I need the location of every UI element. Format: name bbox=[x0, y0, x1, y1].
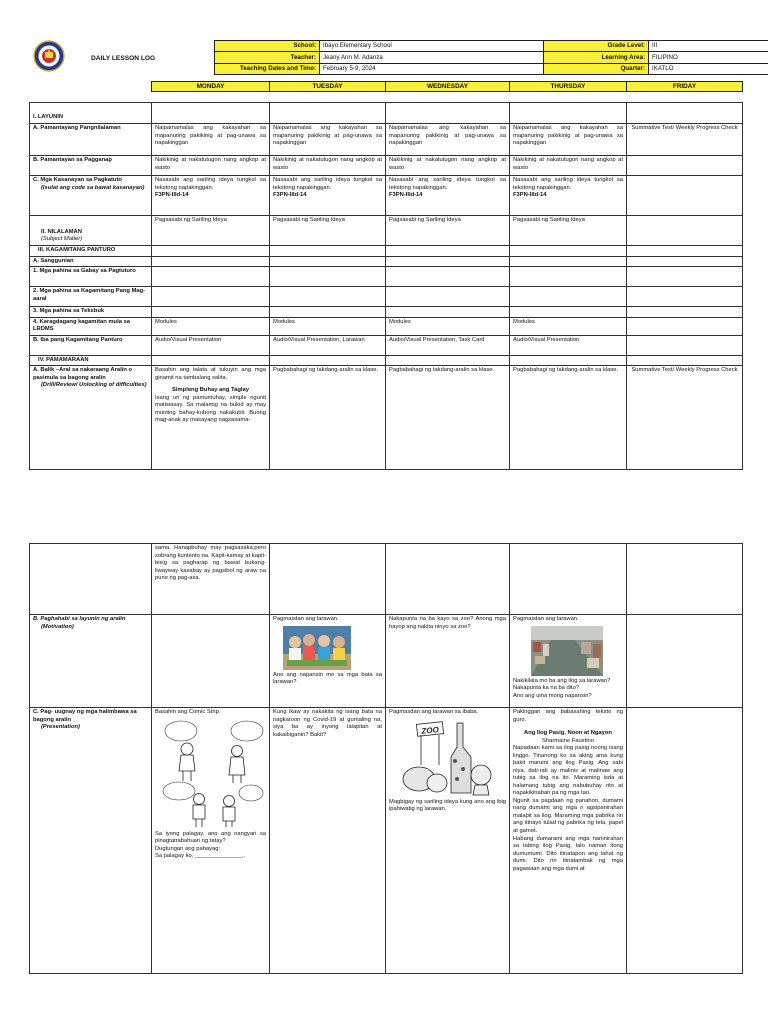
iba-wed: Audio/Visual Presentation, Task Card bbox=[386, 335, 510, 355]
day-wednesday: WEDNESDAY bbox=[386, 82, 510, 92]
grade-label: Grade Level: bbox=[544, 41, 649, 52]
balik-aral-tue: Pagbabahagi ng takdang-aralin sa klase. bbox=[270, 366, 386, 470]
nilalaman-title: II. NILALAMAN bbox=[41, 228, 82, 235]
gabay-label: 1. Mga pahina sa Gabay sa Pagtuturo bbox=[30, 267, 152, 287]
sanggunian-label: A. Sanggunian bbox=[30, 256, 152, 267]
deped-seal-logo bbox=[33, 40, 65, 72]
pamantayang-pangnilalaman-label: A. Pamantayang Pangnilalaman bbox=[30, 124, 152, 156]
pangnilalaman-mon: Naipamamalas ang kakayahan sa mapanuring pakikinig at pag-unawa sa napakinggan bbox=[152, 124, 270, 156]
kagamitang-pang-mag-aaral-label: 2. Mga pahina sa Kagamitang Pang Mag-aaral bbox=[30, 287, 152, 307]
paghahabi-tue bbox=[270, 615, 386, 708]
zoo-instruction: Pagmasdan ang larawan sa ibaba. bbox=[389, 709, 479, 715]
teacher-value: Jeany Ann M. Adanza bbox=[320, 52, 544, 63]
kasanayan-mon-text: Nasasabi ang sariling ideya tungkol sa tekstong napakinggan. bbox=[155, 177, 266, 191]
comic-question: Sa iyong palagay, ano ang nangyari sa pinagtatrabahuan ng tatay? bbox=[155, 830, 266, 845]
kasanayan-wed bbox=[386, 176, 510, 216]
pag-uugnay-mon bbox=[152, 708, 270, 974]
pag-uugnay-sub: (Presentation) bbox=[41, 724, 80, 731]
dates-label: Teaching Dates and Time: bbox=[215, 63, 320, 74]
balik-aral-label bbox=[30, 366, 152, 470]
pamantayan-pagganap-label: B. Pamantayan sa Pagganap bbox=[30, 156, 152, 176]
pagganap-thu: Nakikinig at nakatutugon nang angkop at wasto bbox=[510, 156, 627, 176]
balik-aral-wed: Pagbabahagi ng takdang-aralin sa klase. bbox=[386, 366, 510, 470]
paghahabi-sub: (Motivation) bbox=[41, 623, 74, 630]
grade-value: III bbox=[649, 41, 768, 52]
day-tuesday: TUESDAY bbox=[270, 82, 386, 92]
pagganap-wed: Nakikinig at nakatutugon nang angkop at wasto bbox=[386, 156, 510, 176]
story-title: Simpleng Buhay ang Taglay bbox=[172, 387, 249, 394]
kasanayan-sub: (Isulat ang code sa bawat kasanayan) bbox=[41, 184, 145, 191]
nilalaman-label bbox=[30, 216, 152, 246]
area-value: FILIPINO bbox=[649, 52, 768, 63]
nilalaman-sub: (Subject Matter) bbox=[41, 236, 83, 243]
teksbuk-label: 3. Mga pahina sa Teksbuk bbox=[30, 307, 152, 318]
kasanayan-tue bbox=[270, 176, 386, 216]
kasanayan-thu-text: Nasasabi ang sariling ideya tungkol sa tekstong napakinggan. bbox=[513, 177, 623, 191]
paghahabi-title: B. Paghahabi sa layunin ng aralin bbox=[33, 616, 126, 622]
quarter-label: Quarter: bbox=[544, 63, 649, 74]
kasanayan-mon bbox=[152, 176, 270, 216]
paghahabi-wed: Nakapunta na ba kayo sa zoo? Anong mga hayop ang nakita ninyo sa zoo? bbox=[386, 615, 510, 708]
paghahabi-label bbox=[30, 615, 152, 708]
kasanayan-mon-code: F3PN-IIId-14 bbox=[155, 192, 189, 199]
story-text: Isang uri ng pamumuhay, simple ngunit matiwasay. Sa malamig na bukid ay may munting bahay-kubong nakakubli. Buong mag-anak ay masayang nagsasama- bbox=[155, 394, 266, 424]
paghahabi-thu-q3: Ano ang uina mong napansin? bbox=[513, 692, 592, 699]
comic-palagay: Sa palagay ko, _______________. bbox=[155, 853, 245, 860]
kasanayan-tue-text: Nasasabi ang sariling ideya tungkol sa tekstong napakinggan. bbox=[273, 177, 382, 191]
balik-aral-thu: Pagbabahagi ng takdang-aralin sa klase. bbox=[510, 366, 627, 470]
lrdms-wed: Modules bbox=[386, 317, 510, 335]
dates-value: February 5-9, 2024 bbox=[320, 63, 544, 74]
iba-thu: Audio/Visual Presentation bbox=[510, 335, 627, 355]
lrdms-tue: Modules bbox=[270, 317, 386, 335]
kasanayan-title: C. Mga Kasanayan sa Pagkatuto bbox=[33, 177, 122, 183]
zoo-illustration bbox=[397, 717, 497, 797]
story-continued: sama. Hanapbuhay may pagsasaka,pero sobrang kuntento na. Kapit-kamay at kapit-bisig sa pagharap ng bawat bukang-liwayway kasabay ay pagsibol ng araw na puno ng pag-asa. bbox=[152, 544, 270, 615]
iba-tue: Audio/Visual Presentation, Larawan bbox=[270, 335, 386, 355]
pagganap-mon: Nakikinig at nakatutugon nang angkop at wasto bbox=[152, 156, 270, 176]
comic-strip bbox=[159, 719, 269, 829]
balik-aral-mon bbox=[152, 366, 270, 470]
pangnilalaman-wed: Naipamamalas ang kakayahan sa mapanuring pakikinig at pag-unawa sa napakinggan bbox=[386, 124, 510, 156]
pag-uugnay-wed bbox=[386, 708, 510, 974]
kasanayan-wed-code: F3PN-IIId-14 bbox=[389, 192, 423, 199]
iba-pang-kagamitan-label: B. Iba pang Kagamitang Panturo bbox=[30, 335, 152, 355]
pangnilalaman-tue: Naipamamalas ang kakayahan sa mapanuring pakikinig at pag-unawa sa napakinggan bbox=[270, 124, 386, 156]
ilog-pasig-p3: Habang dumarami ang mga naninirahan sa tabing ilog Pasig, lalo naman itong dumumumi. Dito itinatapon ang lahat ng dumi. Dito rin itinatambak ng mga pagawaan ang mga dumi at bbox=[513, 835, 623, 872]
balik-aral-title: A. Balik –Aral sa nakaraang Aralin o pasimula sa bagong aralin bbox=[33, 367, 133, 381]
zoo-question: Magbigay ng sariling ideya kung ano ang ibig ipahiwatig ng larawan. bbox=[389, 798, 506, 813]
lesson-grid-page1 bbox=[29, 102, 743, 470]
ilog-pasig-p2: Ngunit sa pagdaan ng panahon, dumami nang dumami ang mga n agsipanirahan malapit sa ilog. Maraming mga pabrika rin ang itinayo tulad ng pabrika ng tela, papel at gamot. bbox=[513, 797, 623, 834]
ilog-pasig-p1: Napadaan kami sa ilog pasig noong isang linggo. Tinanong ko sa aking ama kung bakit marumi ang ilog Pasig. Ang sabi niya, dati-rati ay malinis at malinaw ang tubig sa ilog na ito. Maraming isda at halamang tubig ang nabubuhay rito at napakikinaban pa ng mga tao. bbox=[513, 745, 623, 797]
balik-aral-fri: Summative Test/ Weekly Progress Check bbox=[627, 366, 743, 470]
kasanayan-thu-code: F3PN-IIId-14 bbox=[513, 192, 547, 199]
paghahabi-thu-q2: Nakapunta ka na ba dito? bbox=[513, 685, 580, 692]
pangnilalaman-thu: Naipamamalas ang kakayahan sa mapanuring pakikinig at pag-unawa sa napakinggan bbox=[510, 124, 627, 156]
nilalaman-tue: Pagsasabi ng Sariling Ideya bbox=[270, 216, 386, 246]
day-friday: FRIDAY bbox=[627, 82, 743, 92]
lesson-grid-page2 bbox=[29, 543, 743, 974]
pag-uugnay-title: C. Pag- uugnay ng mga halimbawa sa bagong aralin bbox=[33, 709, 137, 723]
kasanayan-label bbox=[30, 176, 152, 216]
balik-aral-sub: (Drill/Review/ Unlocking of difficulties) bbox=[41, 382, 147, 389]
kagamitan-heading: III. KAGAMITANG PANTURO bbox=[30, 246, 152, 257]
zoo-sign-text: ZOO bbox=[421, 724, 440, 736]
day-monday: MONDAY bbox=[152, 82, 270, 92]
teacher-label: Teacher: bbox=[215, 52, 320, 63]
school-value: Ibayo Elementary School bbox=[320, 41, 544, 52]
nilalaman-mon: Pagsasabi ng Sariling Ideya bbox=[152, 216, 270, 246]
lrdms-label: 4. Karagdagang kagamitan mula sa LRDMS bbox=[30, 317, 152, 335]
paghahabi-tue-instruction: Pagmasdan ang larawan. bbox=[273, 616, 339, 622]
area-label: Learning Area: bbox=[544, 52, 649, 63]
balik-mon-instruction: Basahin ang talata at tukuyin ang mga ginamit na tambalang salita. bbox=[155, 367, 266, 381]
pasig-river-photo bbox=[531, 626, 603, 676]
day-thursday: THURSDAY bbox=[510, 82, 627, 92]
ilog-pasig-title: Ang Ilog Pasig, Noon at Ngayon bbox=[524, 730, 612, 737]
school-label: School: bbox=[215, 41, 320, 52]
pamamaraan-heading: IV. PAMAMARAAN bbox=[30, 355, 152, 366]
pag-uugnay-tue: Kung ikaw ay nakakita ng isang bata na nagkaroon ng Covid-19 at gumaling na, siya ba ay inyong lalapitan at kakaibiganin? Bakit? bbox=[270, 708, 386, 974]
comic-dugtungan: Dugtungan ang pahayag: bbox=[155, 845, 221, 852]
document-title: DAILY LESSON LOG bbox=[91, 55, 156, 62]
comic-instruction: Basahin ang Comic Strip. bbox=[155, 709, 221, 715]
info-table bbox=[214, 40, 768, 75]
day-header-row bbox=[151, 81, 743, 92]
lrdms-thu: Modules bbox=[510, 317, 627, 335]
pag-uugnay-thu bbox=[510, 708, 627, 974]
pag-uugnay-label bbox=[30, 708, 152, 974]
paghahabi-thu-q1: Nakikilala mo ba ang ilog sa larawan? bbox=[513, 677, 611, 684]
pagganap-tue: Nakikinig at nakatutugon nang angkop at wasto bbox=[270, 156, 386, 176]
paghahabi-thu-instruction: Pagmasdan ang larawan. bbox=[513, 616, 579, 622]
children-photo bbox=[283, 626, 351, 670]
layunin-heading: I. LAYUNIN bbox=[30, 103, 152, 124]
nilalaman-wed: Pagsasabi ng Sariling Ideya bbox=[386, 216, 510, 246]
lrdms-mon: Modules bbox=[152, 317, 270, 335]
pangnilalaman-fri: Summative Test/ Weekly Progress Check bbox=[627, 124, 743, 156]
ilog-pasig-author: Sharmaine Faustino bbox=[542, 737, 594, 744]
paghahabi-tue-question: Ano ang napansin mo sa mga bata sa larawan? bbox=[273, 671, 382, 686]
kasanayan-thu bbox=[510, 176, 627, 216]
quarter-value: IKATLO bbox=[649, 63, 768, 74]
iba-mon: Audio/Visual Presentation bbox=[152, 335, 270, 355]
thu-instruction: Pakinggan ang babasahing teksto ng guro. bbox=[513, 709, 623, 723]
paghahabi-thu bbox=[510, 615, 627, 708]
nilalaman-thu: Pagsasabi ng Sariling Ideya bbox=[510, 216, 627, 246]
kasanayan-tue-code: F3PN-IIId-14 bbox=[273, 192, 307, 199]
kasanayan-wed-text: Nasasabi ang sariling ideya tungkol sa tekstong napakinggan. bbox=[389, 177, 506, 191]
